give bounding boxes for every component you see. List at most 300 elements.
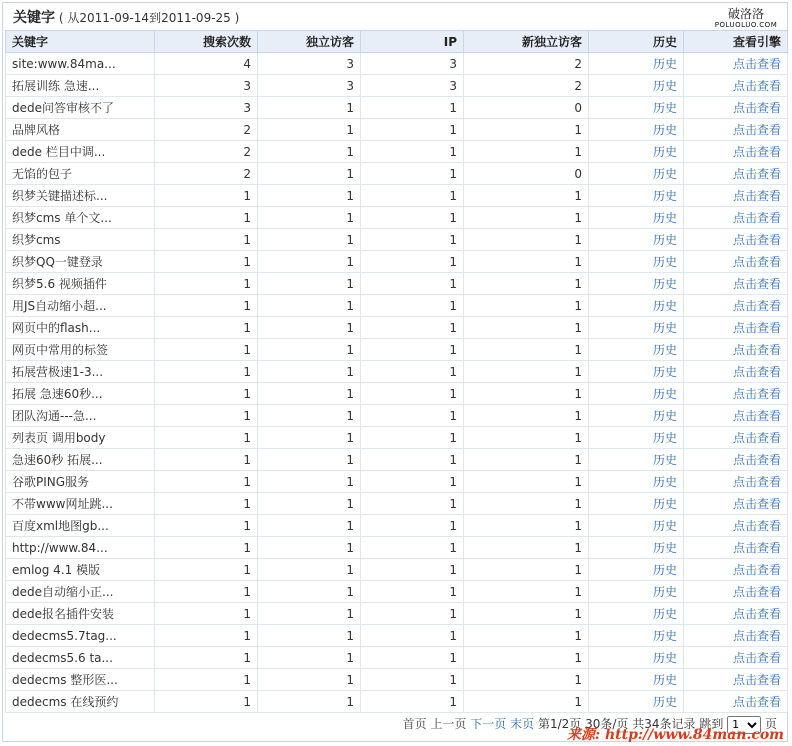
- history-link[interactable]: 历史: [652, 167, 677, 181]
- history-link-cell: [589, 493, 684, 515]
- table-row: [6, 559, 788, 581]
- keyword-cell: 网页中常用的标签: [6, 339, 155, 361]
- new-visitors-cell: 2: [464, 75, 589, 97]
- history-link-cell: [589, 669, 684, 691]
- keyword-cell: 无馅的包子: [6, 163, 155, 185]
- keyword-panel: [2, 2, 788, 742]
- ip-cell: 1: [361, 691, 464, 713]
- logo-cn: 破洛洛: [727, 7, 764, 21]
- table-row: [6, 97, 788, 119]
- visitors-cell: 1: [258, 647, 361, 669]
- new-visitors-cell: 1: [464, 317, 589, 339]
- history-link-cell: [589, 603, 684, 625]
- ip-cell: 1: [361, 361, 464, 383]
- keyword-cell: dedecms5.6 ta...: [6, 647, 155, 669]
- new-visitors-cell: 1: [464, 361, 589, 383]
- history-link[interactable]: 历史: [652, 607, 677, 621]
- table-row: [6, 603, 788, 625]
- ip-cell: 1: [361, 339, 464, 361]
- view-engine-link[interactable]: 点击查看: [732, 233, 781, 247]
- visitors-cell: 3: [258, 53, 361, 75]
- view-engine-link-cell: [684, 207, 788, 229]
- col-visitors: 独立访客: [258, 31, 361, 53]
- ip-cell: 1: [361, 229, 464, 251]
- history-link-cell: [589, 229, 684, 251]
- history-link-cell: [589, 207, 684, 229]
- searches-cell: 1: [155, 471, 258, 493]
- history-link-cell: [589, 581, 684, 603]
- history-link[interactable]: 历史: [652, 233, 677, 247]
- new-visitors-cell: 1: [464, 185, 589, 207]
- table-row: [6, 405, 788, 427]
- view-engine-link[interactable]: 点击查看: [732, 673, 781, 687]
- new-visitors-cell: 1: [464, 229, 589, 251]
- history-link[interactable]: 历史: [652, 299, 677, 313]
- new-visitors-cell: 0: [464, 97, 589, 119]
- view-engine-link-cell: [684, 427, 788, 449]
- searches-cell: 1: [155, 229, 258, 251]
- visitors-cell: 1: [258, 383, 361, 405]
- history-link-cell: [589, 119, 684, 141]
- table-row: [6, 669, 788, 691]
- view-engine-link[interactable]: 点击查看: [732, 409, 781, 423]
- visitors-cell: 1: [258, 559, 361, 581]
- history-link-cell: [589, 317, 684, 339]
- col-history: 历史: [589, 31, 684, 53]
- table-row: [6, 141, 788, 163]
- ip-cell: 1: [361, 603, 464, 625]
- view-engine-link-cell: [684, 603, 788, 625]
- history-link[interactable]: 历史: [652, 563, 677, 577]
- searches-cell: 1: [155, 581, 258, 603]
- ip-cell: 1: [361, 427, 464, 449]
- view-engine-link-cell: [684, 625, 788, 647]
- new-visitors-cell: 1: [464, 493, 589, 515]
- history-link[interactable]: 历史: [652, 277, 677, 291]
- history-link[interactable]: 历史: [652, 475, 677, 489]
- new-visitors-cell: 1: [464, 141, 589, 163]
- history-link[interactable]: 历史: [652, 255, 677, 269]
- visitors-cell: 1: [258, 141, 361, 163]
- keyword-cell: 不带www网址跳...: [6, 493, 155, 515]
- history-link[interactable]: 历史: [652, 79, 677, 93]
- keyword-cell: 品牌风格: [6, 119, 155, 141]
- table-row: [6, 251, 788, 273]
- view-engine-link[interactable]: 点击查看: [732, 431, 781, 445]
- history-link[interactable]: 历史: [652, 453, 677, 467]
- ip-cell: 3: [361, 53, 464, 75]
- ip-cell: 1: [361, 163, 464, 185]
- view-engine-link-cell: [684, 537, 788, 559]
- history-link[interactable]: 历史: [652, 365, 677, 379]
- col-ip: IP: [361, 31, 464, 53]
- view-engine-link-cell: [684, 141, 788, 163]
- visitors-cell: 1: [258, 295, 361, 317]
- ip-cell: 1: [361, 493, 464, 515]
- searches-cell: 1: [155, 317, 258, 339]
- keyword-cell: 织梦cms: [6, 229, 155, 251]
- table-row: [6, 647, 788, 669]
- table-row: [6, 361, 788, 383]
- view-engine-link-cell: [684, 471, 788, 493]
- new-visitors-cell: 1: [464, 251, 589, 273]
- searches-cell: 1: [155, 515, 258, 537]
- keyword-cell: 团队沟通---急...: [6, 405, 155, 427]
- history-link[interactable]: 历史: [652, 585, 677, 599]
- new-visitors-cell: 1: [464, 339, 589, 361]
- view-engine-link[interactable]: 点击查看: [732, 79, 781, 93]
- new-visitors-cell: 1: [464, 295, 589, 317]
- ip-cell: 1: [361, 251, 464, 273]
- history-link-cell: [589, 405, 684, 427]
- ip-cell: 1: [361, 207, 464, 229]
- visitors-cell: 1: [258, 405, 361, 427]
- history-link[interactable]: 历史: [652, 431, 677, 445]
- view-engine-link[interactable]: 点击查看: [732, 321, 781, 335]
- searches-cell: 1: [155, 383, 258, 405]
- new-visitors-cell: 1: [464, 405, 589, 427]
- searches-cell: 1: [155, 295, 258, 317]
- new-visitors-cell: 1: [464, 427, 589, 449]
- table-row: [6, 53, 788, 75]
- visitors-cell: 1: [258, 339, 361, 361]
- searches-cell: 1: [155, 691, 258, 713]
- ip-cell: 1: [361, 119, 464, 141]
- view-engine-link[interactable]: 点击查看: [732, 101, 781, 115]
- new-visitors-cell: 1: [464, 537, 589, 559]
- history-link-cell: [589, 53, 684, 75]
- keyword-cell: 拓展营极速1-3...: [6, 361, 155, 383]
- view-engine-link[interactable]: 点击查看: [732, 167, 781, 181]
- view-engine-link-cell: [684, 339, 788, 361]
- keyword-cell: 急速60秒 拓展...: [6, 449, 155, 471]
- source-watermark: 来源: http://www.84man.com: [566, 727, 784, 743]
- history-link[interactable]: 历史: [652, 57, 677, 71]
- view-engine-link[interactable]: 点击查看: [732, 453, 781, 467]
- view-engine-link[interactable]: 点击查看: [732, 497, 781, 511]
- ip-cell: 1: [361, 97, 464, 119]
- view-engine-link[interactable]: 点击查看: [732, 343, 781, 357]
- history-link[interactable]: 历史: [652, 145, 677, 159]
- visitors-cell: 1: [258, 119, 361, 141]
- keyword-cell: 拓展训练 急速...: [6, 75, 155, 97]
- visitors-cell: 1: [258, 317, 361, 339]
- pager-prev[interactable]: 上一页: [430, 717, 467, 731]
- new-visitors-cell: 1: [464, 383, 589, 405]
- history-link-cell: [589, 471, 684, 493]
- new-visitors-cell: 1: [464, 669, 589, 691]
- visitors-cell: 1: [258, 427, 361, 449]
- visitors-cell: 1: [258, 581, 361, 603]
- view-engine-link-cell: [684, 449, 788, 471]
- searches-cell: 1: [155, 603, 258, 625]
- table-row: [6, 449, 788, 471]
- new-visitors-cell: 1: [464, 449, 589, 471]
- history-link-cell: [589, 537, 684, 559]
- table-row: [6, 471, 788, 493]
- history-link[interactable]: 历史: [652, 695, 677, 709]
- view-engine-link-cell: [684, 515, 788, 537]
- table-row: [6, 691, 788, 713]
- ip-cell: 1: [361, 405, 464, 427]
- visitors-cell: 1: [258, 603, 361, 625]
- date-range: ( 从2011-09-14到2011-09-25 ): [58, 11, 240, 25]
- keyword-cell: dede 栏目中调...: [6, 141, 155, 163]
- ip-cell: 1: [361, 515, 464, 537]
- keyword-cell: 织梦QQ一键登录: [6, 251, 155, 273]
- table-row: [6, 581, 788, 603]
- new-visitors-cell: 1: [464, 581, 589, 603]
- view-engine-link[interactable]: 点击查看: [732, 211, 781, 225]
- view-engine-link[interactable]: 点击查看: [732, 145, 781, 159]
- table-row: [6, 515, 788, 537]
- keyword-cell: emlog 4.1 模版: [6, 559, 155, 581]
- ip-cell: 1: [361, 537, 464, 559]
- ip-cell: 1: [361, 559, 464, 581]
- new-visitors-cell: 1: [464, 471, 589, 493]
- history-link-cell: [589, 295, 684, 317]
- keyword-cell: 拓展 急速60秒...: [6, 383, 155, 405]
- keyword-cell: dede问答审核不了: [6, 97, 155, 119]
- history-link[interactable]: 历史: [652, 541, 677, 555]
- visitors-cell: 1: [258, 515, 361, 537]
- table-row: [6, 185, 788, 207]
- table-row: [6, 119, 788, 141]
- history-link-cell: [589, 515, 684, 537]
- history-link[interactable]: 历史: [652, 321, 677, 335]
- keyword-cell: dede报名插件安装: [6, 603, 155, 625]
- visitors-cell: 1: [258, 625, 361, 647]
- visitors-cell: 1: [258, 273, 361, 295]
- ip-cell: 1: [361, 295, 464, 317]
- history-link-cell: [589, 559, 684, 581]
- new-visitors-cell: 1: [464, 515, 589, 537]
- new-visitors-cell: 2: [464, 53, 589, 75]
- new-visitors-cell: 1: [464, 625, 589, 647]
- history-link-cell: [589, 97, 684, 119]
- visitors-cell: 1: [258, 537, 361, 559]
- view-engine-link-cell: [684, 361, 788, 383]
- table-row: [6, 493, 788, 515]
- ip-cell: 1: [361, 625, 464, 647]
- history-link-cell: [589, 691, 684, 713]
- ip-cell: 1: [361, 647, 464, 669]
- table-row: [6, 317, 788, 339]
- view-engine-link[interactable]: 点击查看: [732, 629, 781, 643]
- view-engine-link-cell: [684, 691, 788, 713]
- searches-cell: 1: [155, 251, 258, 273]
- table-row: [6, 625, 788, 647]
- searches-cell: 1: [155, 647, 258, 669]
- view-engine-link[interactable]: 点击查看: [732, 585, 781, 599]
- ip-cell: 1: [361, 449, 464, 471]
- keyword-cell: site:www.84ma...: [6, 53, 155, 75]
- history-link[interactable]: 历史: [652, 343, 677, 357]
- view-engine-link[interactable]: 点击查看: [732, 277, 781, 291]
- view-engine-link[interactable]: 点击查看: [732, 563, 781, 577]
- view-engine-link-cell: [684, 581, 788, 603]
- history-link[interactable]: 历史: [652, 211, 677, 225]
- keyword-cell: dedecms 整形医...: [6, 669, 155, 691]
- col-keyword: 关键字: [6, 31, 155, 53]
- view-engine-link-cell: [684, 53, 788, 75]
- view-engine-link-cell: [684, 383, 788, 405]
- visitors-cell: 1: [258, 97, 361, 119]
- history-link[interactable]: 历史: [652, 629, 677, 643]
- keyword-cell: 织梦关键描述标...: [6, 185, 155, 207]
- view-engine-link-cell: [684, 119, 788, 141]
- searches-cell: 1: [155, 625, 258, 647]
- panel-title: [13, 7, 239, 29]
- table-row: [6, 339, 788, 361]
- history-link-cell: [589, 75, 684, 97]
- table-row: [6, 427, 788, 449]
- searches-cell: 1: [155, 449, 258, 471]
- pager-info: 第1/2页 30条/页 共34条记录 跳到: [537, 717, 724, 731]
- history-link-cell: [589, 339, 684, 361]
- visitors-cell: 3: [258, 75, 361, 97]
- table-row: [6, 273, 788, 295]
- ip-cell: 1: [361, 471, 464, 493]
- keyword-cell: 百度xml地图gb...: [6, 515, 155, 537]
- view-engine-link[interactable]: 点击查看: [732, 189, 781, 203]
- view-engine-link[interactable]: 点击查看: [732, 475, 781, 489]
- searches-cell: 4: [155, 53, 258, 75]
- ip-cell: 3: [361, 75, 464, 97]
- table-row: [6, 295, 788, 317]
- history-link[interactable]: 历史: [652, 519, 677, 533]
- view-engine-link-cell: [684, 405, 788, 427]
- history-link[interactable]: 历史: [652, 387, 677, 401]
- ip-cell: 1: [361, 669, 464, 691]
- keyword-cell: 列表页 调用body: [6, 427, 155, 449]
- view-engine-link[interactable]: 点击查看: [732, 695, 781, 709]
- visitors-cell: 1: [258, 163, 361, 185]
- view-engine-link[interactable]: 点击查看: [732, 651, 781, 665]
- logo-en: POLUOLUO.COM: [714, 21, 778, 29]
- table-row: [6, 537, 788, 559]
- searches-cell: 1: [155, 669, 258, 691]
- pager-next[interactable]: 下一页: [470, 717, 507, 731]
- visitors-cell: 1: [258, 691, 361, 713]
- history-link-cell: [589, 647, 684, 669]
- history-link-cell: [589, 625, 684, 647]
- new-visitors-cell: 1: [464, 559, 589, 581]
- visitors-cell: 1: [258, 471, 361, 493]
- new-visitors-cell: 1: [464, 207, 589, 229]
- view-engine-link-cell: [684, 75, 788, 97]
- history-link[interactable]: 历史: [652, 123, 677, 137]
- table-header-row: [6, 31, 788, 53]
- table-body: [6, 53, 788, 713]
- history-link-cell: [589, 383, 684, 405]
- table-row: [6, 163, 788, 185]
- new-visitors-cell: 0: [464, 163, 589, 185]
- keyword-cell: 谷歌PING服务: [6, 471, 155, 493]
- searches-cell: 2: [155, 141, 258, 163]
- searches-cell: 1: [155, 427, 258, 449]
- new-visitors-cell: 1: [464, 603, 589, 625]
- history-link[interactable]: 历史: [652, 101, 677, 115]
- pager-last[interactable]: 末页: [510, 717, 535, 731]
- view-engine-link-cell: [684, 317, 788, 339]
- page-title: 关键字: [13, 10, 55, 26]
- keyword-table: [5, 30, 788, 713]
- view-engine-link-cell: [684, 669, 788, 691]
- new-visitors-cell: 1: [464, 273, 589, 295]
- searches-cell: 1: [155, 207, 258, 229]
- view-engine-link-cell: [684, 163, 788, 185]
- view-engine-link-cell: [684, 97, 788, 119]
- col-searches: 搜索次数: [155, 31, 258, 53]
- pager-suffix: 页: [764, 717, 777, 731]
- view-engine-link[interactable]: 点击查看: [732, 123, 781, 137]
- searches-cell: 1: [155, 405, 258, 427]
- history-link[interactable]: 历史: [652, 189, 677, 203]
- view-engine-link[interactable]: 点击查看: [732, 607, 781, 621]
- searches-cell: 3: [155, 97, 258, 119]
- visitors-cell: 1: [258, 185, 361, 207]
- pager-first[interactable]: 首页: [402, 717, 427, 731]
- ip-cell: 1: [361, 581, 464, 603]
- ip-cell: 1: [361, 273, 464, 295]
- keyword-cell: http://www.84...: [6, 537, 155, 559]
- ip-cell: 1: [361, 185, 464, 207]
- searches-cell: 1: [155, 537, 258, 559]
- history-link[interactable]: 历史: [652, 673, 677, 687]
- history-link-cell: [589, 141, 684, 163]
- searches-cell: 2: [155, 119, 258, 141]
- view-engine-link-cell: [684, 251, 788, 273]
- visitors-cell: 1: [258, 361, 361, 383]
- view-engine-link-cell: [684, 229, 788, 251]
- view-engine-link[interactable]: 点击查看: [732, 519, 781, 533]
- keyword-cell: dedecms5.7tag...: [6, 625, 155, 647]
- history-link[interactable]: 历史: [652, 409, 677, 423]
- view-engine-link-cell: [684, 559, 788, 581]
- history-link-cell: [589, 449, 684, 471]
- history-link[interactable]: 历史: [652, 651, 677, 665]
- col-engine: 查看引擎: [684, 31, 788, 53]
- keyword-cell: dede自动缩小正...: [6, 581, 155, 603]
- visitors-cell: 1: [258, 251, 361, 273]
- new-visitors-cell: 1: [464, 647, 589, 669]
- site-logo: [711, 7, 781, 29]
- history-link[interactable]: 历史: [652, 497, 677, 511]
- view-engine-link[interactable]: 点击查看: [732, 57, 781, 71]
- view-engine-link[interactable]: 点击查看: [732, 255, 781, 269]
- ip-cell: 1: [361, 317, 464, 339]
- visitors-cell: 1: [258, 207, 361, 229]
- keyword-cell: 织梦5.6 视频插件: [6, 273, 155, 295]
- ip-cell: 1: [361, 383, 464, 405]
- view-engine-link[interactable]: 点击查看: [732, 387, 781, 401]
- view-engine-link[interactable]: 点击查看: [732, 365, 781, 379]
- visitors-cell: 1: [258, 493, 361, 515]
- col-new-visitors: 新独立访客: [464, 31, 589, 53]
- view-engine-link-cell: [684, 295, 788, 317]
- ip-cell: 1: [361, 141, 464, 163]
- visitors-cell: 1: [258, 669, 361, 691]
- table-row: [6, 207, 788, 229]
- searches-cell: 1: [155, 493, 258, 515]
- view-engine-link[interactable]: 点击查看: [732, 541, 781, 555]
- searches-cell: 1: [155, 339, 258, 361]
- view-engine-link[interactable]: 点击查看: [732, 299, 781, 313]
- table-row: [6, 383, 788, 405]
- searches-cell: 1: [155, 559, 258, 581]
- keyword-cell: dedecms 在线预约: [6, 691, 155, 713]
